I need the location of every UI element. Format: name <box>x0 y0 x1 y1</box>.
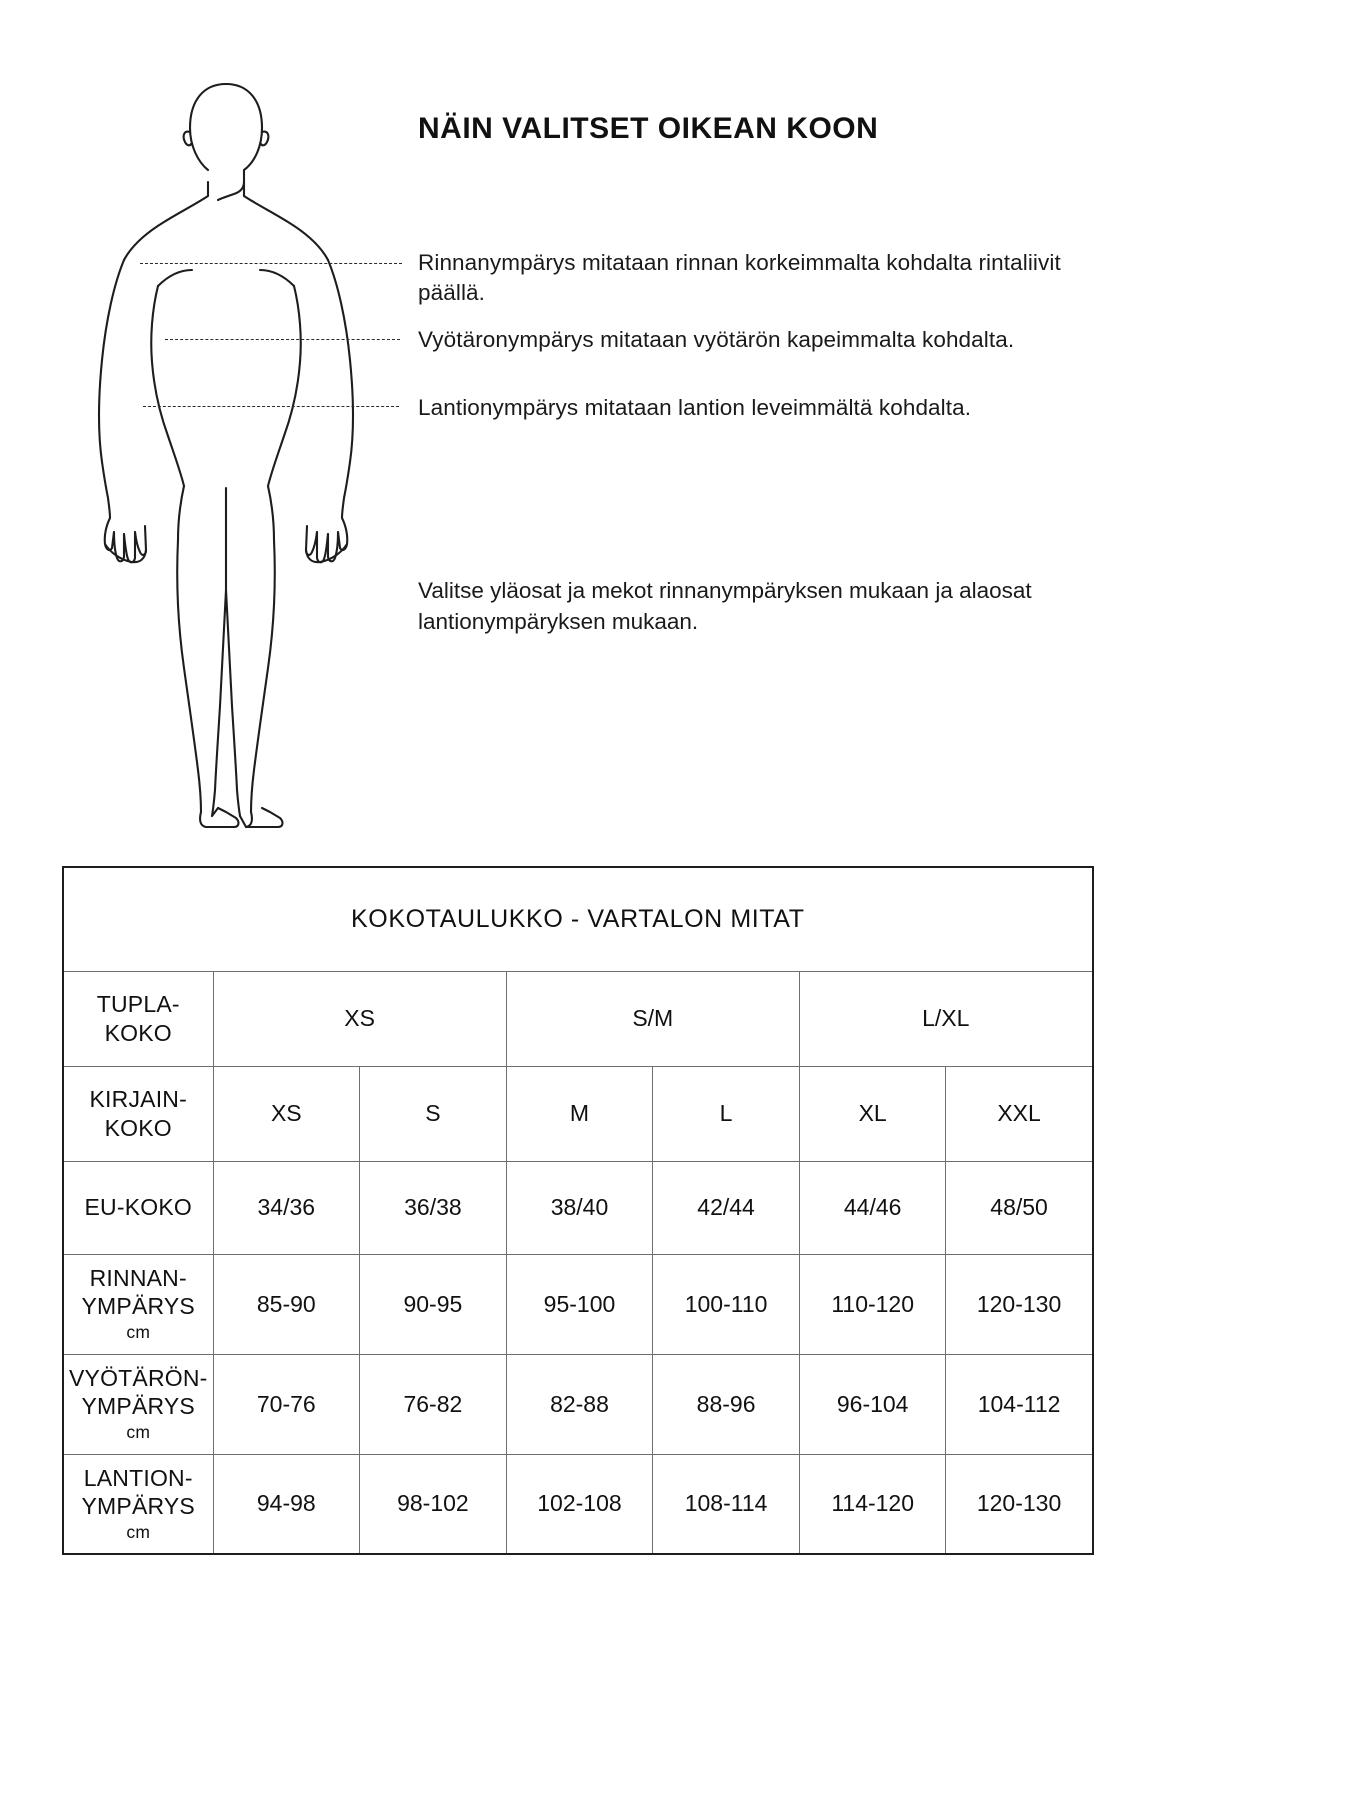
tupla-group-xs: XS <box>213 971 506 1066</box>
row-label-kirjain-koko <box>63 1066 213 1161</box>
table-cell: S <box>360 1066 507 1161</box>
table-cell: XXL <box>946 1066 1093 1161</box>
table-cell: XL <box>799 1066 946 1161</box>
table-cell: 96-104 <box>799 1354 946 1454</box>
size-selection-advice: Valitse yläosat ja mekot rinnanympäryksen mukaan ja alaosat lantionympäryksen mukaan. <box>418 578 1032 635</box>
table-cell: 120-130 <box>946 1454 1093 1554</box>
table-cell: 90-95 <box>360 1254 507 1354</box>
table-cell: XS <box>213 1066 360 1161</box>
table-cell: 38/40 <box>506 1161 653 1254</box>
table-cell: 70-76 <box>213 1354 360 1454</box>
table-row-tupla-koko <box>63 971 1093 1066</box>
row-label-lantionympaeys <box>63 1454 213 1554</box>
table-row-kirjain-koko <box>63 1066 1093 1161</box>
table-cell: 85-90 <box>213 1254 360 1354</box>
table-cell: 100-110 <box>653 1254 800 1354</box>
row-label-line2: YMPÄRYS <box>81 1393 195 1420</box>
row-label-vyotaronympaeys <box>63 1354 213 1454</box>
row-label-tupla-koko <box>63 971 213 1066</box>
row-label-line1: LANTION- <box>83 1465 193 1492</box>
table-row-rinnanymparys <box>63 1254 1093 1354</box>
table-cell: 95-100 <box>506 1254 653 1354</box>
hip-measure-note: Lantionympärys mitataan lantion leveimmältä kohdalta. <box>418 395 972 420</box>
tupla-group-sm: S/M <box>506 971 799 1066</box>
row-label-line2: KOKO <box>104 1019 172 1046</box>
dashed-leader-line-hip-icon <box>143 406 399 407</box>
row-unit: cm <box>126 1522 151 1543</box>
table-cell: 108-114 <box>653 1454 800 1554</box>
row-label-line1: VYÖTÄRÖN- <box>68 1365 208 1392</box>
table-cell: 98-102 <box>360 1454 507 1554</box>
page-title: NÄIN VALITSET OIKEAN KOON <box>418 112 879 145</box>
table-cell: 88-96 <box>653 1354 800 1454</box>
table-cell: 36/38 <box>360 1161 507 1254</box>
dashed-leader-line-waist-icon <box>165 339 400 340</box>
table-cell: 48/50 <box>946 1161 1093 1254</box>
table-cell: 76-82 <box>360 1354 507 1454</box>
table-cell: 114-120 <box>799 1454 946 1554</box>
table-row-vyotaronympaeys <box>63 1354 1093 1454</box>
size-chart-table <box>62 866 1094 1555</box>
row-label-eu-koko: EU-KOKO <box>63 1161 213 1254</box>
measurement-guide-section <box>0 0 1350 860</box>
table-cell: 82-88 <box>506 1354 653 1454</box>
table-row-lantionympaeys <box>63 1454 1093 1554</box>
table-cell: 110-120 <box>799 1254 946 1354</box>
table-cell: M <box>506 1066 653 1161</box>
row-label-rinnanymparys <box>63 1254 213 1354</box>
table-cell: L <box>653 1066 800 1161</box>
female-body-silhouette-icon <box>40 70 420 830</box>
table-cell: 42/44 <box>653 1161 800 1254</box>
row-unit: cm <box>126 1322 151 1343</box>
table-cell: 44/46 <box>799 1161 946 1254</box>
table-cell: 104-112 <box>946 1354 1093 1454</box>
row-label-line1: RINNAN- <box>89 1265 187 1292</box>
row-label-line1: KIRJAIN- <box>89 1086 187 1113</box>
size-chart-table-wrapper <box>62 866 1092 1555</box>
table-title-row <box>63 867 1093 971</box>
bust-measure-note: Rinnanympärys mitataan rinnan korkeimmalta kohdalta rintaliivit päällä. <box>418 250 1061 305</box>
waist-measure-note: Vyötäronympärys mitataan vyötärön kapeimmalta kohdalta. <box>418 327 1015 352</box>
row-label-line1: TUPLA- <box>96 991 180 1018</box>
row-label-line2: KOKO <box>104 1114 172 1141</box>
row-label-line2: YMPÄRYS <box>81 1293 195 1320</box>
tupla-group-lxl: L/XL <box>799 971 1092 1066</box>
table-cell: 34/36 <box>213 1161 360 1254</box>
table-cell: 120-130 <box>946 1254 1093 1354</box>
row-unit: cm <box>126 1422 151 1443</box>
table-title: KOKOTAULUKKO - VARTALON MITAT <box>63 867 1093 971</box>
table-row-eu-koko <box>63 1161 1093 1254</box>
row-label-line2: YMPÄRYS <box>81 1493 195 1520</box>
table-cell: 94-98 <box>213 1454 360 1554</box>
table-cell: 102-108 <box>506 1454 653 1554</box>
dashed-leader-line-bust-icon <box>140 263 402 264</box>
